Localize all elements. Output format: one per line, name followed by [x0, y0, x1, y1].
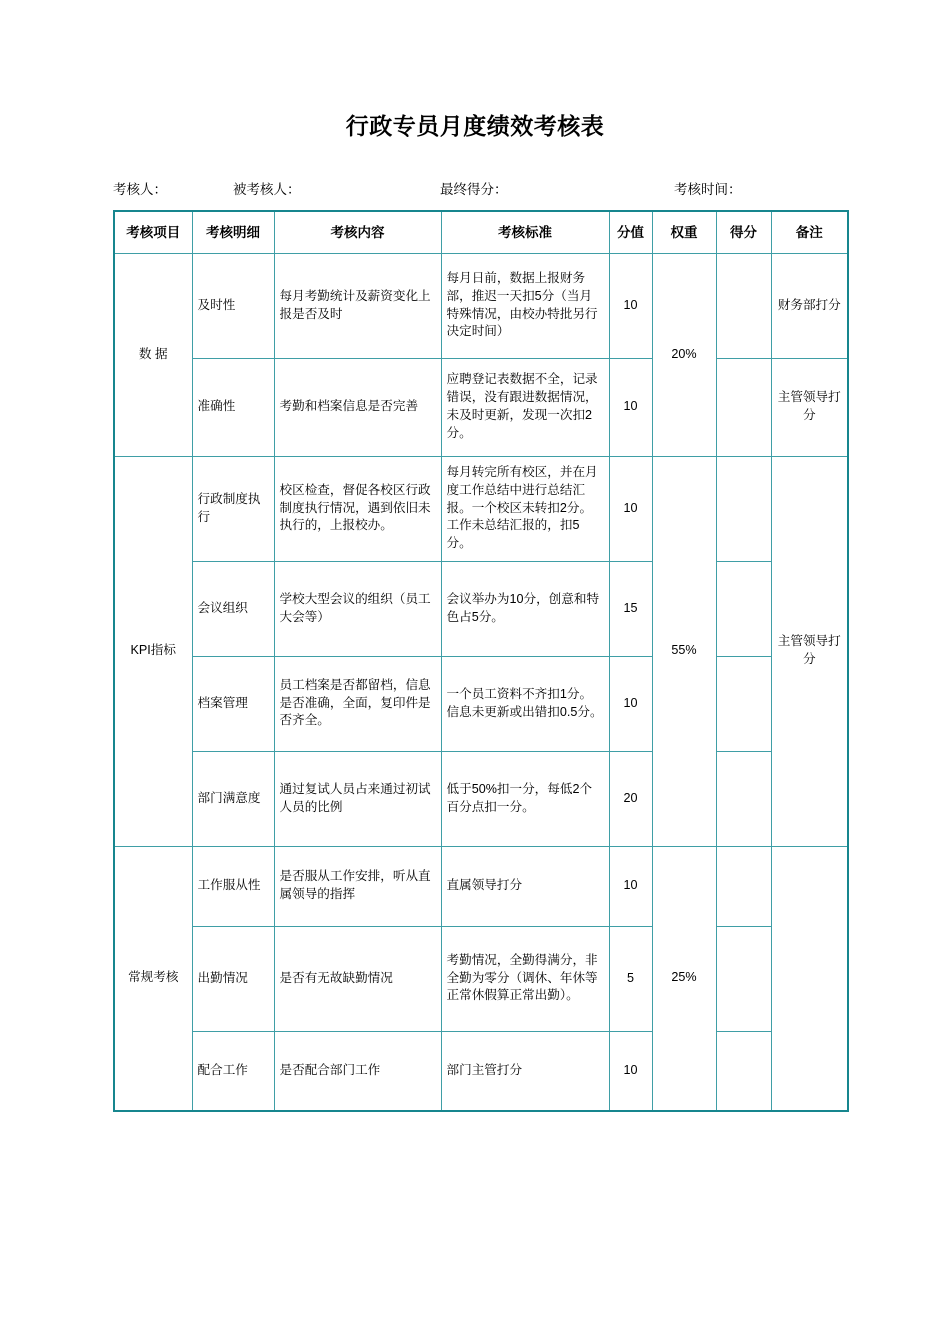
cell-content: 是否配合部门工作 [274, 1031, 441, 1111]
cell-weight: 20% [652, 253, 716, 456]
table-body [114, 253, 848, 1111]
cell-points: 15 [609, 561, 652, 656]
meta-field-review-date: 考核时间： [674, 182, 742, 197]
cell-score[interactable] [716, 926, 771, 1031]
cell-remark: 财务部打分 [771, 253, 848, 358]
cell-detail: 部门满意度 [192, 751, 274, 846]
cell-score[interactable] [716, 846, 771, 926]
cell-item: 数 据 [114, 253, 192, 456]
table-row [114, 253, 848, 358]
cell-content: 校区检查，督促各校区行政制度执行情况，遇到依旧未执行的，上报校办。 [274, 456, 441, 561]
cell-score[interactable] [716, 561, 771, 656]
column-header-weight: 权重 [652, 211, 716, 253]
cell-detail: 会议组织 [192, 561, 274, 656]
cell-points: 10 [609, 1031, 652, 1111]
cell-points: 10 [609, 456, 652, 561]
cell-detail: 工作服从性 [192, 846, 274, 926]
cell-content: 学校大型会议的组织（员工大会等） [274, 561, 441, 656]
cell-remark [771, 846, 848, 1111]
cell-content: 考勤和档案信息是否完善 [274, 358, 441, 456]
table-row [114, 656, 848, 751]
cell-score[interactable] [716, 656, 771, 751]
cell-points: 20 [609, 751, 652, 846]
cell-points: 5 [609, 926, 652, 1031]
cell-content: 每月考勤统计及薪资变化上报是否及时 [274, 253, 441, 358]
cell-detail: 出勤情况 [192, 926, 274, 1031]
meta-fields [113, 178, 848, 198]
cell-score[interactable] [716, 1031, 771, 1111]
cell-standard: 直属领导打分 [441, 846, 609, 926]
assessment-table [113, 210, 849, 1112]
cell-points: 10 [609, 358, 652, 456]
table-row [114, 926, 848, 1031]
table-header-row [114, 211, 848, 253]
table-row [114, 751, 848, 846]
cell-content: 通过复试人员占来通过初试人员的比例 [274, 751, 441, 846]
cell-remark: 主管领导打分 [771, 456, 848, 846]
meta-field-reviewee: 被考核人： [233, 182, 301, 197]
cell-standard: 一个员工资料不齐扣1分。信息未更新或出错扣0.5分。 [441, 656, 609, 751]
column-header-detail: 考核明细 [192, 211, 274, 253]
cell-standard: 每月日前，数据上报财务部，推迟一天扣5分（当月特殊情况，由校办特批另行决定时间） [441, 253, 609, 358]
cell-score[interactable] [716, 253, 771, 358]
cell-score[interactable] [716, 358, 771, 456]
table-row [114, 846, 848, 926]
cell-content: 员工档案是否都留档，信息是否准确，全面，复印件是否齐全。 [274, 656, 441, 751]
cell-item: KPI指标 [114, 456, 192, 846]
cell-standard: 考勤情况，全勤得满分，非全勤为零分（调休、年休等正常休假算正常出勤）。 [441, 926, 609, 1031]
table-row [114, 456, 848, 561]
table-row [114, 1031, 848, 1111]
cell-detail: 配合工作 [192, 1031, 274, 1111]
cell-item: 常规考核 [114, 846, 192, 1111]
meta-field-reviewer: 考核人： [113, 182, 167, 197]
cell-points: 10 [609, 846, 652, 926]
cell-remark: 主管领导打分 [771, 358, 848, 456]
column-header-item: 考核项目 [114, 211, 192, 253]
page-title: 行政专员月度绩效考核表 [345, 113, 605, 139]
cell-standard: 会议举办为10分，创意和特色占5分。 [441, 561, 609, 656]
column-header-score: 得分 [716, 211, 771, 253]
cell-detail: 行政制度执行 [192, 456, 274, 561]
cell-content: 是否服从工作安排，听从直属领导的指挥 [274, 846, 441, 926]
cell-score[interactable] [716, 456, 771, 561]
table-row [114, 561, 848, 656]
cell-content: 是否有无故缺勤情况 [274, 926, 441, 1031]
cell-detail: 准确性 [192, 358, 274, 456]
cell-standard: 部门主管打分 [441, 1031, 609, 1111]
table-row [114, 358, 848, 456]
column-header-remark: 备注 [771, 211, 848, 253]
cell-detail: 及时性 [192, 253, 274, 358]
cell-standard: 低于50%扣一分，每低2个百分点扣一分。 [441, 751, 609, 846]
cell-weight: 25% [652, 846, 716, 1111]
column-header-points: 分值 [609, 211, 652, 253]
cell-standard: 应聘登记表数据不全，记录错误，没有跟进数据情况，未及时更新，发现一次扣2分。 [441, 358, 609, 456]
cell-points: 10 [609, 656, 652, 751]
cell-detail: 档案管理 [192, 656, 274, 751]
cell-weight: 55% [652, 456, 716, 846]
column-header-standard: 考核标准 [441, 211, 609, 253]
column-header-content: 考核内容 [274, 211, 441, 253]
cell-standard: 每月转完所有校区，并在月度工作总结中进行总结汇报。一个校区未转扣2分。工作未总结汇报的，扣5分。 [441, 456, 609, 561]
cell-score[interactable] [716, 751, 771, 846]
meta-field-final-score: 最终得分： [440, 182, 508, 197]
cell-points: 10 [609, 253, 652, 358]
